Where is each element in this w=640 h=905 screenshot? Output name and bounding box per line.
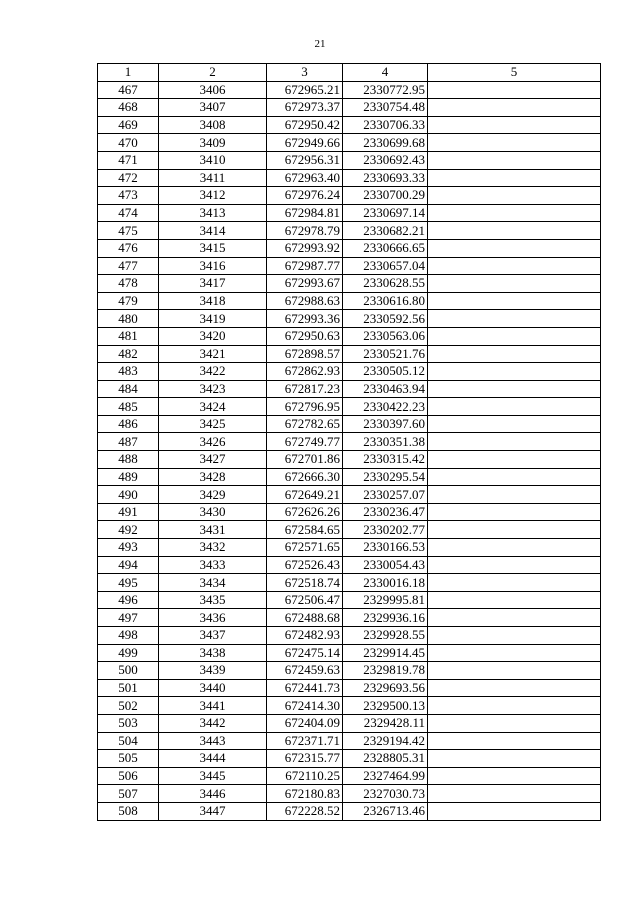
row-number-cell: 508 <box>98 802 159 820</box>
x-coordinate-cell: 672956.31 <box>267 151 343 169</box>
column-header-5: 5 <box>428 64 601 82</box>
table-row <box>98 627 601 645</box>
point-number-cell: 3417 <box>159 275 267 293</box>
table-row <box>98 539 601 557</box>
x-coordinate-cell: 672404.09 <box>267 714 343 732</box>
y-coordinate-cell: 2330236.47 <box>343 503 428 521</box>
point-number-cell: 3416 <box>159 257 267 275</box>
x-coordinate-cell: 672475.14 <box>267 644 343 662</box>
note-cell <box>428 503 601 521</box>
y-coordinate-cell: 2330692.43 <box>343 151 428 169</box>
table-row <box>98 310 601 328</box>
row-number-cell: 492 <box>98 521 159 539</box>
note-cell <box>428 627 601 645</box>
point-number-cell: 3408 <box>159 116 267 134</box>
point-number-cell: 3422 <box>159 363 267 381</box>
y-coordinate-cell: 2330682.21 <box>343 222 428 240</box>
x-coordinate-cell: 672817.23 <box>267 380 343 398</box>
x-coordinate-cell: 672987.77 <box>267 257 343 275</box>
x-coordinate-cell: 672796.95 <box>267 398 343 416</box>
note-cell <box>428 81 601 99</box>
table-row <box>98 169 601 187</box>
row-number-cell: 499 <box>98 644 159 662</box>
point-number-cell: 3439 <box>159 662 267 680</box>
table-row <box>98 275 601 293</box>
point-number-cell: 3425 <box>159 415 267 433</box>
column-header-3: 3 <box>267 64 343 82</box>
y-coordinate-cell: 2327030.73 <box>343 785 428 803</box>
y-coordinate-cell: 2330700.29 <box>343 187 428 205</box>
x-coordinate-cell: 672571.65 <box>267 539 343 557</box>
row-number-cell: 478 <box>98 275 159 293</box>
point-number-cell: 3442 <box>159 714 267 732</box>
note-cell <box>428 785 601 803</box>
note-cell <box>428 222 601 240</box>
row-number-cell: 494 <box>98 556 159 574</box>
row-number-cell: 504 <box>98 732 159 750</box>
note-cell <box>428 239 601 257</box>
y-coordinate-cell: 2330706.33 <box>343 116 428 134</box>
y-coordinate-cell: 2326713.46 <box>343 802 428 820</box>
column-header-2: 2 <box>159 64 267 82</box>
x-coordinate-cell: 672988.63 <box>267 292 343 310</box>
y-coordinate-cell: 2329693.56 <box>343 679 428 697</box>
row-number-cell: 486 <box>98 415 159 433</box>
row-number-cell: 506 <box>98 767 159 785</box>
y-coordinate-cell: 2330202.77 <box>343 521 428 539</box>
x-coordinate-cell: 672701.86 <box>267 451 343 469</box>
x-coordinate-cell: 672626.26 <box>267 503 343 521</box>
point-number-cell: 3414 <box>159 222 267 240</box>
table-row <box>98 363 601 381</box>
point-number-cell: 3435 <box>159 591 267 609</box>
point-number-cell: 3413 <box>159 204 267 222</box>
point-number-cell: 3447 <box>159 802 267 820</box>
table-row <box>98 503 601 521</box>
note-cell <box>428 714 601 732</box>
table-row <box>98 662 601 680</box>
note-cell <box>428 750 601 768</box>
y-coordinate-cell: 2327464.99 <box>343 767 428 785</box>
point-number-cell: 3444 <box>159 750 267 768</box>
table-row <box>98 714 601 732</box>
row-number-cell: 479 <box>98 292 159 310</box>
x-coordinate-cell: 672749.77 <box>267 433 343 451</box>
note-cell <box>428 679 601 697</box>
table-row <box>98 750 601 768</box>
y-coordinate-cell: 2329819.78 <box>343 662 428 680</box>
table-row <box>98 486 601 504</box>
x-coordinate-cell: 672371.71 <box>267 732 343 750</box>
table-row <box>98 204 601 222</box>
table-row <box>98 609 601 627</box>
table-row <box>98 591 601 609</box>
note-cell <box>428 415 601 433</box>
point-number-cell: 3409 <box>159 134 267 152</box>
table-header-row <box>98 64 601 82</box>
note-cell <box>428 556 601 574</box>
x-coordinate-cell: 672993.36 <box>267 310 343 328</box>
x-coordinate-cell: 672973.37 <box>267 99 343 117</box>
y-coordinate-cell: 2330054.43 <box>343 556 428 574</box>
point-number-cell: 3419 <box>159 310 267 328</box>
row-number-cell: 476 <box>98 239 159 257</box>
x-coordinate-cell: 672488.68 <box>267 609 343 627</box>
x-coordinate-cell: 672414.30 <box>267 697 343 715</box>
point-number-cell: 3421 <box>159 345 267 363</box>
x-coordinate-cell: 672518.74 <box>267 574 343 592</box>
note-cell <box>428 310 601 328</box>
row-number-cell: 474 <box>98 204 159 222</box>
row-number-cell: 505 <box>98 750 159 768</box>
x-coordinate-cell: 672898.57 <box>267 345 343 363</box>
row-number-cell: 497 <box>98 609 159 627</box>
row-number-cell: 502 <box>98 697 159 715</box>
y-coordinate-cell: 2330295.54 <box>343 468 428 486</box>
point-number-cell: 3441 <box>159 697 267 715</box>
point-number-cell: 3445 <box>159 767 267 785</box>
note-cell <box>428 99 601 117</box>
table-row <box>98 644 601 662</box>
note-cell <box>428 187 601 205</box>
x-coordinate-cell: 672649.21 <box>267 486 343 504</box>
column-header-4: 4 <box>343 64 428 82</box>
note-cell <box>428 345 601 363</box>
y-coordinate-cell: 2330666.65 <box>343 239 428 257</box>
point-number-cell: 3436 <box>159 609 267 627</box>
row-number-cell: 469 <box>98 116 159 134</box>
point-number-cell: 3423 <box>159 380 267 398</box>
column-header-1: 1 <box>98 64 159 82</box>
point-number-cell: 3443 <box>159 732 267 750</box>
row-number-cell: 500 <box>98 662 159 680</box>
table-row <box>98 679 601 697</box>
y-coordinate-cell: 2330693.33 <box>343 169 428 187</box>
row-number-cell: 467 <box>98 81 159 99</box>
point-number-cell: 3410 <box>159 151 267 169</box>
point-number-cell: 3431 <box>159 521 267 539</box>
x-coordinate-cell: 672459.63 <box>267 662 343 680</box>
note-cell <box>428 398 601 416</box>
note-cell <box>428 257 601 275</box>
point-number-cell: 3418 <box>159 292 267 310</box>
y-coordinate-cell: 2330422.23 <box>343 398 428 416</box>
note-cell <box>428 169 601 187</box>
y-coordinate-cell: 2329194.42 <box>343 732 428 750</box>
row-number-cell: 481 <box>98 327 159 345</box>
row-number-cell: 507 <box>98 785 159 803</box>
row-number-cell: 477 <box>98 257 159 275</box>
x-coordinate-cell: 672950.63 <box>267 327 343 345</box>
table-body <box>98 81 601 820</box>
x-coordinate-cell: 672976.24 <box>267 187 343 205</box>
x-coordinate-cell: 672315.77 <box>267 750 343 768</box>
table-row <box>98 380 601 398</box>
row-number-cell: 496 <box>98 591 159 609</box>
table-row <box>98 116 601 134</box>
table-row <box>98 292 601 310</box>
x-coordinate-cell: 672963.40 <box>267 169 343 187</box>
table-row <box>98 99 601 117</box>
x-coordinate-cell: 672984.81 <box>267 204 343 222</box>
y-coordinate-cell: 2330505.12 <box>343 363 428 381</box>
y-coordinate-cell: 2330592.56 <box>343 310 428 328</box>
note-cell <box>428 380 601 398</box>
point-number-cell: 3437 <box>159 627 267 645</box>
note-cell <box>428 151 601 169</box>
note-cell <box>428 697 601 715</box>
row-number-cell: 488 <box>98 451 159 469</box>
note-cell <box>428 802 601 820</box>
y-coordinate-cell: 2329995.81 <box>343 591 428 609</box>
row-number-cell: 485 <box>98 398 159 416</box>
table-row <box>98 785 601 803</box>
row-number-cell: 490 <box>98 486 159 504</box>
table-row <box>98 697 601 715</box>
row-number-cell: 468 <box>98 99 159 117</box>
x-coordinate-cell: 672666.30 <box>267 468 343 486</box>
table-row <box>98 398 601 416</box>
note-cell <box>428 292 601 310</box>
x-coordinate-cell: 672584.65 <box>267 521 343 539</box>
point-number-cell: 3427 <box>159 451 267 469</box>
point-number-cell: 3432 <box>159 539 267 557</box>
y-coordinate-cell: 2330016.18 <box>343 574 428 592</box>
y-coordinate-cell: 2330166.53 <box>343 539 428 557</box>
point-number-cell: 3412 <box>159 187 267 205</box>
table-row <box>98 415 601 433</box>
row-number-cell: 493 <box>98 539 159 557</box>
y-coordinate-cell: 2330697.14 <box>343 204 428 222</box>
point-number-cell: 3429 <box>159 486 267 504</box>
y-coordinate-cell: 2330754.48 <box>343 99 428 117</box>
table-row <box>98 345 601 363</box>
note-cell <box>428 327 601 345</box>
y-coordinate-cell: 2330563.06 <box>343 327 428 345</box>
y-coordinate-cell: 2330315.42 <box>343 451 428 469</box>
y-coordinate-cell: 2330521.76 <box>343 345 428 363</box>
note-cell <box>428 451 601 469</box>
note-cell <box>428 662 601 680</box>
x-coordinate-cell: 672110.25 <box>267 767 343 785</box>
point-number-cell: 3420 <box>159 327 267 345</box>
x-coordinate-cell: 672950.42 <box>267 116 343 134</box>
y-coordinate-cell: 2330257.07 <box>343 486 428 504</box>
y-coordinate-cell: 2329428.11 <box>343 714 428 732</box>
x-coordinate-cell: 672993.67 <box>267 275 343 293</box>
note-cell <box>428 591 601 609</box>
y-coordinate-cell: 2329928.55 <box>343 627 428 645</box>
note-cell <box>428 204 601 222</box>
table-row <box>98 222 601 240</box>
note-cell <box>428 732 601 750</box>
table-row <box>98 151 601 169</box>
table-row <box>98 556 601 574</box>
point-number-cell: 3428 <box>159 468 267 486</box>
x-coordinate-cell: 672949.66 <box>267 134 343 152</box>
row-number-cell: 472 <box>98 169 159 187</box>
table-row <box>98 257 601 275</box>
row-number-cell: 480 <box>98 310 159 328</box>
y-coordinate-cell: 2328805.31 <box>343 750 428 768</box>
y-coordinate-cell: 2330628.55 <box>343 275 428 293</box>
table-row <box>98 433 601 451</box>
note-cell <box>428 134 601 152</box>
table-row <box>98 134 601 152</box>
y-coordinate-cell: 2330772.95 <box>343 81 428 99</box>
note-cell <box>428 609 601 627</box>
row-number-cell: 471 <box>98 151 159 169</box>
table-row <box>98 468 601 486</box>
row-number-cell: 482 <box>98 345 159 363</box>
row-number-cell: 484 <box>98 380 159 398</box>
point-number-cell: 3430 <box>159 503 267 521</box>
row-number-cell: 489 <box>98 468 159 486</box>
point-number-cell: 3440 <box>159 679 267 697</box>
x-coordinate-cell: 672506.47 <box>267 591 343 609</box>
x-coordinate-cell: 672965.21 <box>267 81 343 99</box>
note-cell <box>428 539 601 557</box>
y-coordinate-cell: 2330657.04 <box>343 257 428 275</box>
y-coordinate-cell: 2329936.16 <box>343 609 428 627</box>
y-coordinate-cell: 2330463.94 <box>343 380 428 398</box>
row-number-cell: 491 <box>98 503 159 521</box>
note-cell <box>428 468 601 486</box>
point-number-cell: 3438 <box>159 644 267 662</box>
row-number-cell: 483 <box>98 363 159 381</box>
row-number-cell: 487 <box>98 433 159 451</box>
table-row <box>98 451 601 469</box>
point-number-cell: 3415 <box>159 239 267 257</box>
point-number-cell: 3446 <box>159 785 267 803</box>
row-number-cell: 473 <box>98 187 159 205</box>
row-number-cell: 470 <box>98 134 159 152</box>
x-coordinate-cell: 672978.79 <box>267 222 343 240</box>
table-row <box>98 574 601 592</box>
point-number-cell: 3433 <box>159 556 267 574</box>
y-coordinate-cell: 2330699.68 <box>343 134 428 152</box>
note-cell <box>428 574 601 592</box>
note-cell <box>428 363 601 381</box>
y-coordinate-cell: 2329914.45 <box>343 644 428 662</box>
x-coordinate-cell: 672482.93 <box>267 627 343 645</box>
note-cell <box>428 767 601 785</box>
x-coordinate-cell: 672993.92 <box>267 239 343 257</box>
note-cell <box>428 275 601 293</box>
page-number: 21 <box>314 38 326 50</box>
table-row <box>98 81 601 99</box>
row-number-cell: 501 <box>98 679 159 697</box>
row-number-cell: 503 <box>98 714 159 732</box>
point-number-cell: 3411 <box>159 169 267 187</box>
x-coordinate-cell: 672441.73 <box>267 679 343 697</box>
x-coordinate-cell: 672228.52 <box>267 802 343 820</box>
y-coordinate-cell: 2330616.80 <box>343 292 428 310</box>
x-coordinate-cell: 672526.43 <box>267 556 343 574</box>
y-coordinate-cell: 2330351.38 <box>343 433 428 451</box>
point-number-cell: 3406 <box>159 81 267 99</box>
table-row <box>98 187 601 205</box>
row-number-cell: 495 <box>98 574 159 592</box>
point-number-cell: 3434 <box>159 574 267 592</box>
y-coordinate-cell: 2330397.60 <box>343 415 428 433</box>
x-coordinate-cell: 672180.83 <box>267 785 343 803</box>
table-row <box>98 327 601 345</box>
table-row <box>98 732 601 750</box>
point-number-cell: 3424 <box>159 398 267 416</box>
x-coordinate-cell: 672862.93 <box>267 363 343 381</box>
table-row <box>98 521 601 539</box>
table-row <box>98 767 601 785</box>
note-cell <box>428 644 601 662</box>
row-number-cell: 498 <box>98 627 159 645</box>
table-row <box>98 239 601 257</box>
note-cell <box>428 486 601 504</box>
table-row <box>98 802 601 820</box>
note-cell <box>428 116 601 134</box>
row-number-cell: 475 <box>98 222 159 240</box>
note-cell <box>428 433 601 451</box>
point-number-cell: 3407 <box>159 99 267 117</box>
note-cell <box>428 521 601 539</box>
coordinates-table <box>97 63 601 821</box>
y-coordinate-cell: 2329500.13 <box>343 697 428 715</box>
point-number-cell: 3426 <box>159 433 267 451</box>
x-coordinate-cell: 672782.65 <box>267 415 343 433</box>
